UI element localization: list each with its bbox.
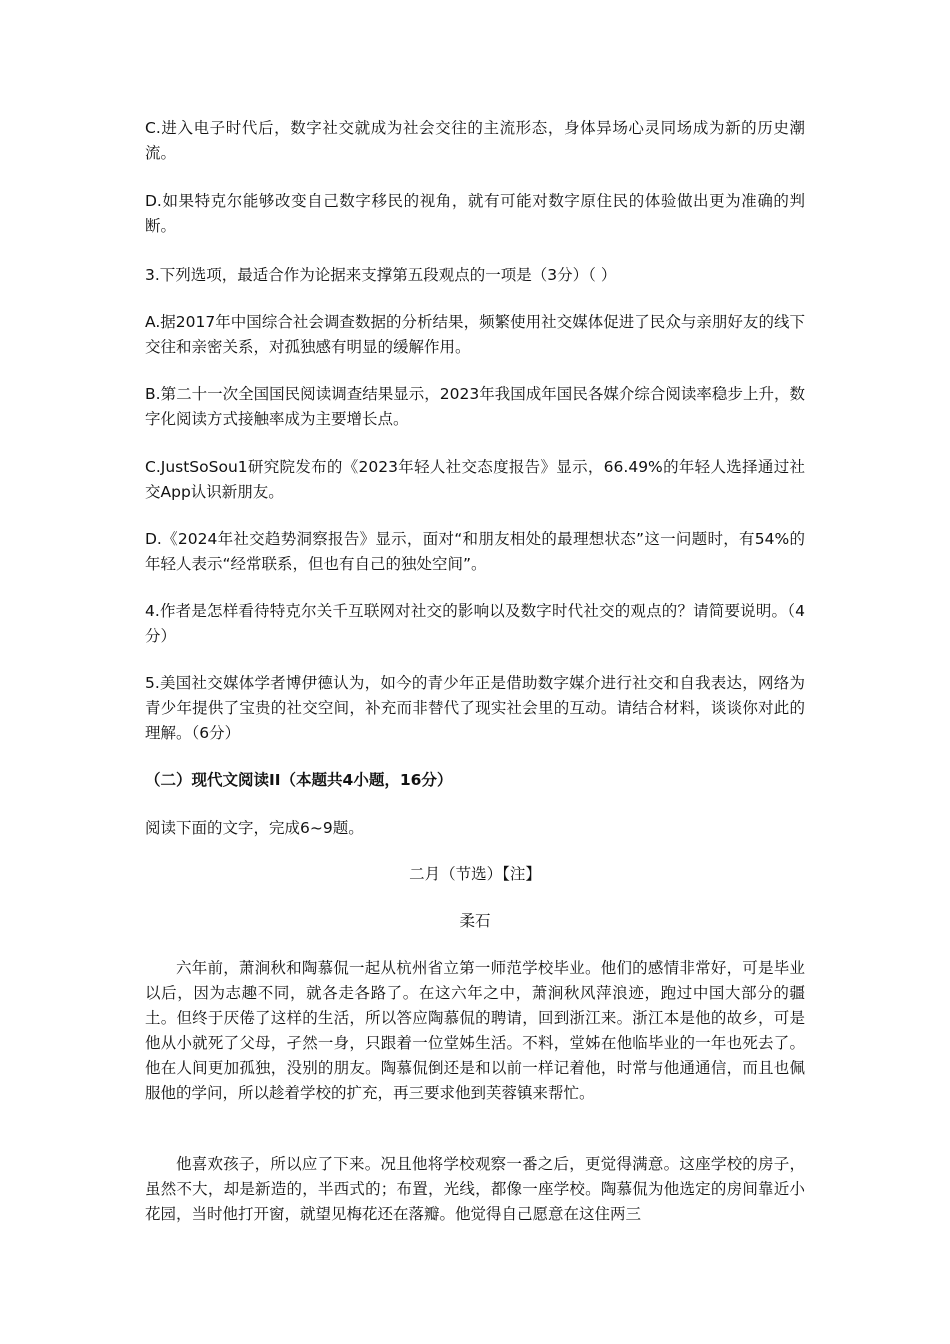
section-heading: （二）现代文阅读II（本题共4小题，16分）: [145, 771, 453, 789]
q3-option-b: B.第二十一次全国国民阅读调查结果显示，2023年我国成年国民各媒介综合阅读率稳步上升，数字化阅读方式接触率成为主要增长点。: [145, 385, 805, 428]
passage-paragraph: 他喜欢孩子，所以应了下来。况且他将学校观察一番之后，更觉得满意。这座学校的房子，虽然不大，却是新造的，半西式的；布置，光线，都像一座学校。陶慕侃为他选定的房间靠近小花园，当时他打开窗，就望见梅花还在落瓣。他觉得自己愿意在这住两三: [145, 1155, 805, 1223]
passage-paragraph: 六年前，萧涧秋和陶慕侃一起从杭州省立第一师范学校毕业。他们的感情非常好，可是毕业以后，因为志趣不同，就各走各路了。在这六年之中，萧涧秋风萍浪迹，跑过中国大部分的疆土。但终于厌倦了这样的生活，所以答应陶慕侃的聘请，回到浙江来。浙江本是他的故乡，可是他从小就死了父母，孑然一身，只跟着一位堂姊生活。不料，堂姊在他临毕业的一年也死去了。他在人间更加孤独，没别的朋友。陶慕侃倒还是和以前一样记着他，时常与他通通信，而且也佩服他的学问，所以趁着学校的扩充，再三要求他到芙蓉镇来帮忙。: [145, 959, 805, 1102]
q3-option-c: C.JustSoSou1研究院发布的《2023年轻人社交态度报告》显示，66.49%的年轻人选择通过社交App认识新朋友。: [145, 458, 805, 501]
passage-author: 柔石: [459, 912, 491, 930]
q3-option-a: A.据2017年中国综合社会调查数据的分析结果，频繁使用社交媒体促进了民众与亲朋好友的线下交往和亲密关系，对孤独感有明显的缓解作用。: [145, 313, 805, 356]
q2-option-d: D.如果特克尔能够改变自己数字移民的视角，就有可能对数字原住民的体验做出更为准确的判断。: [145, 192, 805, 235]
reading-instruction: 阅读下面的文字，完成6~9题。: [145, 819, 364, 837]
q2-option-c: C.进入电子时代后，数字社交就成为社会交往的主流形态，身体异场心灵同场成为新的历史潮流。: [145, 119, 805, 162]
question-5: 5.美国社交媒体学者博伊德认为，如今的青少年正是借助数字媒介进行社交和自我表达，网络为青少年提供了宝贵的社交空间，补充而非替代了现实社会里的互动。请结合材料，谈谈你对此的理解。（6分）: [145, 674, 805, 742]
q3-option-d: D.《2024年社交趋势洞察报告》显示，面对“和朋友相处的最理想状态”这一问题时，有54%的年轻人表示“经常联系，但也有自己的独处空间”。: [145, 530, 805, 573]
q3-stem: 3.下列选项，最适合作为论据来支撑第五段观点的一项是（3分）（ ）: [145, 266, 617, 284]
passage-title: 二月（节选）【注】: [409, 865, 541, 883]
question-4: 4.作者是怎样看待特克尔关千互联网对社交的影响以及数字时代社交的观点的？请简要说明。（4分）: [145, 602, 805, 645]
